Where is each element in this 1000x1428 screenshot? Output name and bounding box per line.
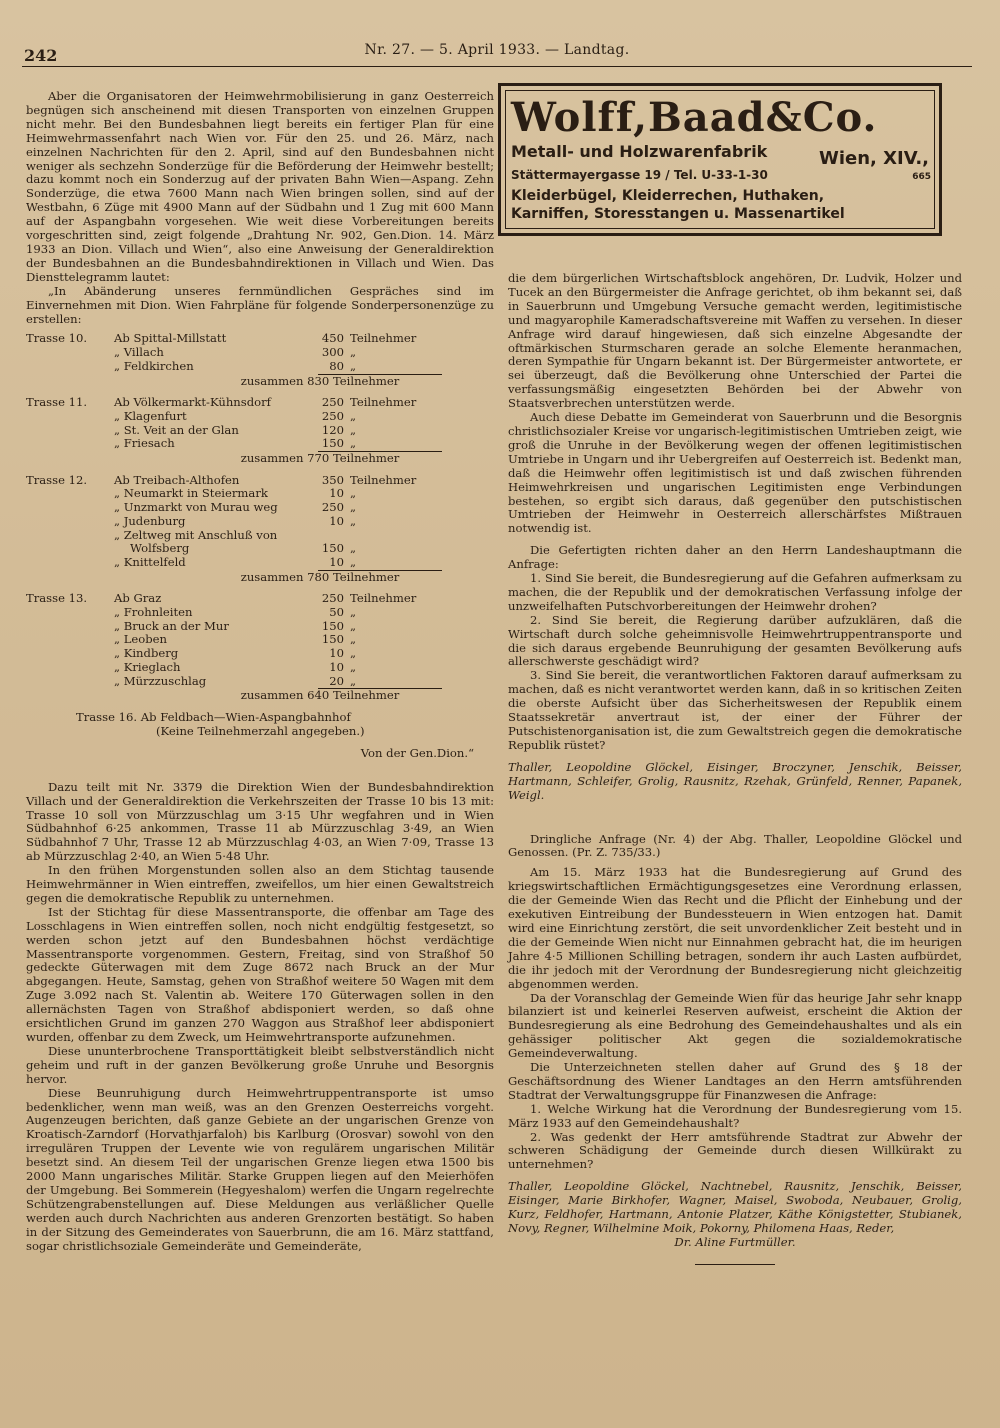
route-total: zusammen 770 Teilnehmer [240, 451, 400, 466]
right-column [508, 272, 962, 1265]
route-row [26, 515, 494, 529]
ad-city: Wien, XIV., [818, 148, 929, 169]
route-stop: „ Krieglach [114, 659, 181, 674]
route-stop: „ Klagenfurt [114, 408, 187, 423]
question: 1. Sind Sie bereit, die Bundesregierung auf die Gefahren aufmerksam zu machen, die der Republik und der demokratischen Verfassung infolge der unzweifelhaften Putschvorbereitungen der Heimwehr drohen? [508, 571, 962, 613]
route-row [26, 474, 494, 488]
route-row [26, 556, 494, 570]
advertisement [498, 83, 942, 236]
paragraph: Auch diese Debatte im Gemeinderat von Sauerbrunn und die Besorgnis christlichsozialer Kreise vor ungarisch-legitimistischen Umtrieben zeigt, wie groß die Unruhe in der Bevölkerung wegen der offenen legitimistischen Umtriebe in Ungarn und ihr Uebergreifen auf Oesterreich ist. Bedenkt man, daß die Heimwehr offen legitimistisch ist und daß zwischen führenden Heimwehrkreisen und ungarischen Legitimisten enge Verbindungen bestehen, so ergibt sich daraus, daß gegenüber den putschistischen Umtrieben der Heimwehr in Oesterreich allerschärfstes Mißtrauen notwendig ist. [508, 410, 962, 536]
route-count: 250 [321, 395, 344, 410]
route-count: 250 [321, 591, 344, 606]
route-unit: „ [350, 500, 357, 515]
route-count: 150 [321, 541, 344, 556]
question: 2. Was gedenkt der Herr amtsführende Stadtrat zur Abwehr der schweren Schädigung der Gemeinde durch diesen Willkürakt zu unternehmen? [508, 1129, 962, 1172]
route-unit: Teilnehmer [350, 472, 417, 487]
header-rule [22, 66, 972, 67]
paragraph: Aber die Organisatoren der Heimwehrmobilisierung in ganz Oesterreich begnügen sich anscheinend mit diesen Transporten von einzelnen Gruppen nicht mehr. Bei den Bundesbahnen liegt bereits ein fertiger Plan für eine Heimwehrmassenfahrt nach Wien vor. Für den 25. und 26. März, nach einzelnen Nachrichten für den 2. April, sind auf den Bundesbahnen nicht weniger als sechzehn Sonderzüge für die Beförderung der Heimwehr bestellt; dazu kommt noch ein Sonderzug auf der privaten Bahn Wien—Aspang. Zehn Sonderzüge, die etwa 7600 Mann nach Wien bringen sollen, sind auf der Westbahn, 6 Züge mit 4900 Mann auf der Südbahn und 1 Zug mit 600 Mann auf der Aspangbahn vorgesehen. Wie weit diese Vorbereitungen bereits vorgeschritten sind, zeigt folgende „Drahtung Nr. 902, Gen.Dion. 14. März 1933 an Dion. Villach und Wien“, also eine Anweisung der Generaldirektion der Bundesbahnen an die Bundesbahndirektionen in Villach und Wien. Das Diensttelegramm lautet: [26, 89, 494, 284]
paragraph: In den frühen Morgenstunden sollen also an dem Stichtag tausende Heimwehrmänner in Wien eintreffen, zweifellos, um hier einen Gewaltstreich gegen die demokratische Republik zu unternehmen. [26, 863, 494, 905]
route-stop: „ Knittelfeld [114, 554, 186, 569]
route-stop: „ Frohnleiten [114, 605, 193, 620]
route-unit: „ [350, 646, 357, 661]
route-count: 250 [321, 500, 344, 515]
route-count: 150 [321, 436, 344, 451]
route-row [26, 633, 494, 647]
route-table [26, 474, 494, 585]
route-unit [350, 529, 450, 543]
route-stop: „ Bruck an der Mur [114, 618, 229, 633]
route-total: zusammen 640 Teilnehmer [240, 688, 400, 703]
route-stop: Wolfsberg [130, 541, 190, 556]
route-count: 150 [321, 632, 344, 647]
route-stop: „ Zeltweg mit Anschluß von [114, 527, 278, 542]
route-row [26, 542, 494, 556]
route-stop: „ Unzmarkt von Murau weg [114, 500, 278, 515]
ad-address: Stättermayergasse 19 / Tel. U-33-1-30 [511, 168, 768, 182]
ad-subtitle: Metall- und Holzwarenfabrik [511, 142, 768, 161]
route-stop: „ Neumarkt in Steiermark [114, 486, 268, 501]
route-row [26, 332, 494, 346]
route-count [294, 529, 350, 543]
route-row [26, 410, 494, 424]
ad-products-line-1: Kleiderbügel, Kleiderrechen, Huthaken, [511, 188, 825, 204]
route-stop: „ Kindberg [114, 646, 179, 661]
route-label: Trasse 13. [26, 591, 88, 606]
route-row [26, 529, 494, 543]
route-unit: „ [350, 605, 357, 620]
route-stop: Ab Treibach-Althofen [114, 472, 240, 487]
route-stop: Ab Graz [114, 591, 162, 606]
route-count: 20 [329, 673, 344, 688]
route-unit: „ [350, 436, 357, 451]
route-unit: „ [350, 408, 357, 423]
route-total: zusammen 780 Teilnehmer [240, 569, 400, 584]
signatories: Thaller, Leopoldine Glöckel, Eisinger, Broczyner, Jenschik, Beisser, Hartmann, Schleifer, Grolig, Rausnitz, Rzehak, Grünfeld, Renner, Papanek, Weigl. [508, 759, 962, 802]
route-count: 300 [321, 345, 344, 360]
end-rule [695, 1264, 775, 1265]
left-column [26, 90, 494, 1254]
paragraph: „In Abänderung unseres fernmündlichen Gespräches sind im Einvernehmen mit Dion. Wien Fahrpläne für folgende Sonderpersonenzüge zu erstellen: [26, 283, 494, 326]
route-table [26, 332, 494, 388]
telegram-sender: Von der Gen.Dion.“ [360, 745, 474, 760]
paragraph: Dazu teilt mit Nr. 3379 die Direktion Wien der Bundesbahndirektion Villach und der Generaldirektion die Verkehrszeiten der Trasse 10 bis 13 mit: Trasse 10 soll von Mürzzuschlag um 3·15 Uhr wegfahren und in Wien Südbahnhof 6·25 ankommen, Trasse 11 ab Mürzzuschlag 3·49, an Wien Südbahnhof 7 Uhr, Trasse 12 ab Mürzzuschlag 4·03, an Wien 7·09, Trasse 13 ab Mürzzuschlag 2·40, an Wien 5·48 Uhr. [26, 779, 494, 864]
signatory-last: Dr. Aline Furtmüller. [674, 1234, 796, 1249]
route-table [26, 592, 494, 703]
route-row [26, 606, 494, 620]
paragraph: Da der Voranschlag der Gemeinde Wien für das heurige Jahr sehr knapp bilanziert ist und keinerlei Reserven aufweist, erscheint die Aktion der Bundesregierung als eine Bedrohung des Gemeindehaushaltes und als ein gehässiger politischer Akt gegen die sozialdemokratische Gemeindeverwaltung. [508, 990, 962, 1061]
route-unit: „ [350, 618, 357, 633]
route-unit: „ [350, 422, 357, 437]
route-label: Trasse 12. [26, 472, 88, 487]
question: 1. Welche Wirkung hat die Verordnung der Bundesregierung vom 15. März 1933 auf den Gemeindehaushalt? [508, 1101, 962, 1130]
route-label: Trasse 11. [26, 395, 88, 410]
paragraph: Die Unterzeichneten stellen daher auf Grund des § 18 der Geschäftsordnung des Wiener Landtages an den Herrn amtsführenden Stadtrat der Verwaltungsgruppe für Finanzwesen die Anfrage: [508, 1060, 962, 1102]
route-unit: „ [350, 486, 357, 501]
route-unit: „ [350, 673, 357, 688]
route-stop: „ Leoben [114, 632, 167, 647]
route-total: zusammen 830 Teilnehmer [240, 373, 400, 388]
route-unit: „ [350, 554, 357, 569]
route-table [26, 396, 494, 466]
route-count: 10 [329, 659, 344, 674]
route-count: 250 [321, 408, 344, 423]
route-count: 80 [329, 358, 344, 373]
route-row [26, 501, 494, 515]
route-stop: „ Villach [114, 345, 164, 360]
route-unit: Teilnehmer [350, 331, 417, 346]
route-count: 10 [329, 646, 344, 661]
route-stop: „ Friesach [114, 436, 175, 451]
route-unit: Teilnehmer [350, 591, 417, 606]
route-row [26, 647, 494, 661]
paragraph: Die Gefertigten richten daher an den Herrn Landeshauptmann die Anfrage: [508, 543, 962, 572]
ad-code: 665 [912, 172, 931, 182]
route-stop: „ Judenburg [114, 513, 186, 528]
paragraph: Ist der Stichtag für diese Massentransporte, die offenbar am Tage des Losschlagens in Wien eintreffen sollen, noch nicht endgültig festgesetzt, so werden schon jetzt auf den Bundesbahnen höchst verdächtige Massentransporte vorgenommen. Gestern, Freitag, sind von Straßhof 50 gedeckte Güterwagen mit dem Zuge 8672 nach Bruck an der Mur abgegangen. Heute, Samstag, gehen von Straßhof weitere 50 Wagen mit dem Zuge 3.092 nach St. Valentin ab. Weitere 170 Güterwagen sollen in den allernächsten Tagen von Straßhof abdisponiert werden, so daß ohne ersichtlichen Grund im ganzen 270 Waggon aus Straßhof leer abdisponiert wurden, offenbar zu dem Zweck, um Heimwehrtransporte aufzunehmen. [26, 904, 494, 1045]
route-count: 50 [329, 605, 344, 620]
route-count: 150 [321, 618, 344, 633]
route-row [26, 592, 494, 606]
running-title: Nr. 27. — 5. April 1933. — Landtag. [364, 42, 630, 58]
route-row [26, 661, 494, 675]
paragraph: Am 15. März 1933 hat die Bundesregierung auf Grund des kriegswirtschaftlichen Ermächtigungsgesetzes eine Verordnung erlassen, die der Gemeinde Wien das Recht und die Pflicht der Einhebung und der exekutiven Eintreibung der Bundessteuern in Wien entzogen hat. Damit wird eine Einrichtung zerstört, die seit unvordenklicher Zeit besteht und in die der Gemeinde Wien nicht nur Einnahmen gebracht hat, die im heurigen Jahre 4·5 Millionen Schilling betragen, sondern ihr auch Lasten aufbürdet, die ihr jedoch mit der Verordnung der Bundesregierung nicht gleichzeitig abgenommen werden. [508, 865, 962, 991]
route-unit: „ [350, 345, 357, 360]
route-row [26, 437, 494, 451]
route-count: 450 [321, 331, 344, 346]
question: 3. Sind Sie bereit, die verantwortlichen Faktoren darauf aufmerksam zu machen, daß es nicht verantwortet werden kann, daß in so kritischen Zeiten die oberste Aufsicht über das Sicherheitswesen der Republik einem Staatssekretär anvertraut ist, der einer der Führer der Putschistenorganisation ist, die zum Gewaltstreich gegen die demokratische Republik rüstet? [508, 668, 962, 752]
ad-company-name: Wolff,Baad&Co. [511, 94, 878, 141]
route-row [26, 487, 494, 501]
paragraph: die dem bürgerlichen Wirtschaftsblock angehören, Dr. Ludvik, Holzer und Tucek an den Bürgermeister die Anfrage gerichtet, ob ihm bekannt sei, daß in Sauerbrunn und Umgebung Versuche gemacht werden, legitimistische und magyarophile Kameradschaftsvereine mit Waffen zu versehen. In dieser Anfrage wird darauf hingewiesen, daß sich einzelne Abgesandte der oftmärkischen Sturmscharen gerade an solche Elemente heranmachen, deren Sympathie für Ungarn bekannt ist. Der Bürgermeister antwortete, er sei überzeugt, daß die Bevölkerung ohne Unterschied der Partei die verfassungsmäßig eingesetzten Behörden bei der Abwehr von Staatsverbrechen unterstützen werde. [508, 271, 962, 411]
paragraph: Diese ununterbrochene Transporttätigkeit bleibt selbstverständlich nicht geheim und ruft in der ganzen Bevölkerung große Unruhe und Besorgnis hervor. [26, 1043, 494, 1086]
route-unit: „ [350, 659, 357, 674]
ad-products-line-2: Karniffen, Storesstangen u. Massenartikel [511, 206, 845, 222]
route-count: 10 [329, 486, 344, 501]
route-stop: „ Feldkirchen [114, 358, 194, 373]
route-unit: Teilnehmer [350, 395, 417, 410]
signatories: Thaller, Leopoldine Glöckel, Nachtnebel, Rausnitz, Jenschik, Beisser, Eisinger, Marie Birkhofer, Wagner, Maisel, Swoboda, Neubauer, Grolig, Kurz, Feldhofer, Hartmann, Antonie Platzer, Käthe Königstetter, Stubianek, Novy, Regner, Wilhelmine Moik, Pokorny, Philomena Haas, Reder, [508, 1179, 962, 1235]
route-unit: „ [350, 358, 357, 373]
route-16-note: (Keine Teilnehmerzahl angegeben.) [156, 723, 365, 738]
route-count: 10 [329, 554, 344, 569]
route-label: Trasse 10. [26, 331, 88, 346]
route-unit: „ [350, 541, 357, 556]
route-count: 350 [321, 472, 344, 487]
route-row [26, 346, 494, 360]
route-row [26, 620, 494, 634]
question: 2. Sind Sie bereit, die Regierung darüber aufzuklären, daß die Wirtschaft durch solche geheimnisvolle Heimwehrtruppentransporte und die sich daraus ergebende Beunruhigung der gesamten Bevölkerung aufs allerschwerste geschädigt wird? [508, 612, 962, 669]
route-count: 10 [329, 513, 344, 528]
route-row [26, 424, 494, 438]
route-stop: Ab Völkermarkt-Kühnsdorf [114, 395, 271, 410]
route-count: 120 [321, 422, 344, 437]
route-row [26, 675, 494, 689]
route-stop: „ St. Veit an der Glan [114, 422, 239, 437]
route-row [26, 360, 494, 374]
route-16: Trasse 16. Ab Feldbach—Wien-Aspangbahnhof [76, 709, 351, 724]
route-stop: Ab Spittal-Millstatt [114, 331, 227, 346]
route-row [26, 396, 494, 410]
page-number: 242 [24, 46, 58, 65]
paragraph: Diese Beunruhigung durch Heimwehrtruppentransporte ist umso bedenklicher, wenn man weiß, was an den Grenzen Oesterreichs vorgeht. Augenzeugen berichten, daß ganze Gebiete an der ungarischen Grenze von Kroatisch-Zarndorf (Horvathjarfaloh) bis Karlburg (Orosvar) sowohl von den irregulären Truppen der Levente wie von regulärem ungarischen Militär besetzt sind. An diesem Teil der ungarischen Grenze liegen etwa 1500 bis 2000 Mann ungarisches Militär. Starke Gruppen liegen auf den Meierhöfen der Umgebung. Bei Sommerein (Hegyeshalom) werfen die Ungarn regelrechte Schützengrabenstellungen auf. Diese Meldungen aus verläßlicher Quelle werden auch durch Nachrichten aus anderen Grenzorten bestätigt. So haben in der Sitzung des Gemeinderates von Sauerbrunn, die am 16. März stattfand, sogar christlichsoziale Gemeinderäte und Gemeinderäte, [26, 1085, 494, 1253]
route-unit: „ [350, 632, 357, 647]
route-unit: „ [350, 513, 357, 528]
route-stop: „ Mürzzuschlag [114, 673, 207, 688]
section-heading: Dringliche Anfrage (Nr. 4) der Abg. Thaller, Leopoldine Glöckel und Genossen. (Pr. Z. 735/33.) [508, 831, 962, 860]
